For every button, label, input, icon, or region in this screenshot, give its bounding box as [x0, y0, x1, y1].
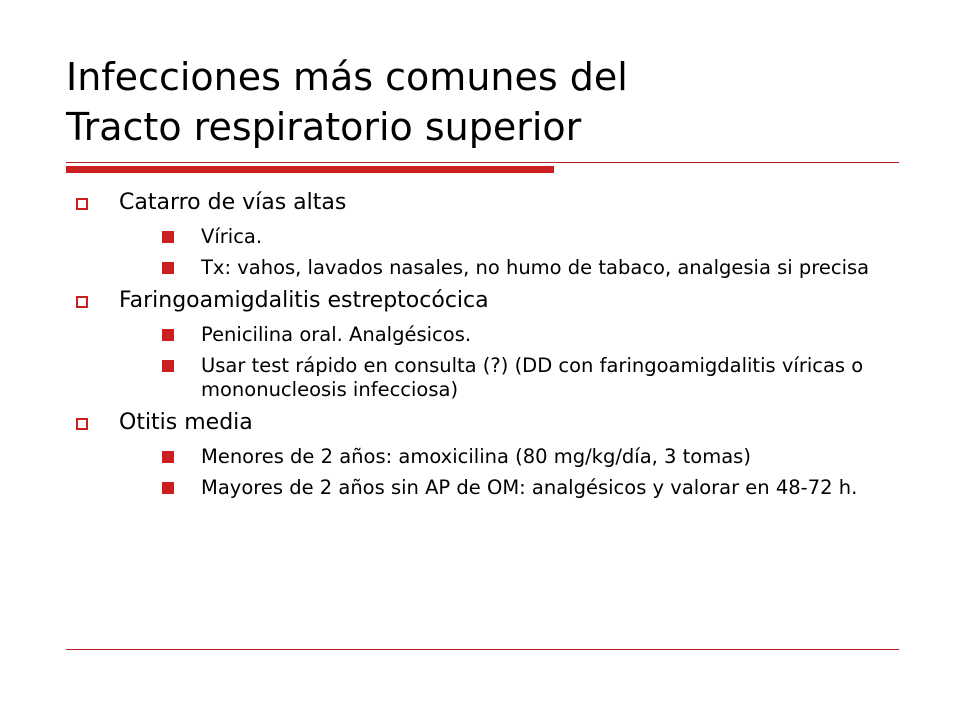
filled-square-bullet-icon [162, 451, 174, 463]
title-divider-thin [66, 162, 899, 163]
sub-list-item [162, 225, 916, 249]
sub-list [119, 445, 916, 500]
sub-list-item-label: Vírica. [201, 225, 263, 248]
list-item-faringoamigdalitis [76, 286, 916, 402]
slide-title-line-2: Tracto respiratorio superior [66, 105, 582, 149]
sub-list [119, 323, 916, 402]
list-item-catarro [76, 188, 916, 280]
sub-list-item [162, 476, 916, 500]
bullet-list [76, 186, 916, 500]
slide-title-line-1: Infecciones más comunes del [66, 55, 628, 99]
sub-list [119, 225, 916, 280]
title-divider-thick [66, 166, 554, 173]
sub-list-item [162, 323, 916, 347]
slide-title [66, 52, 926, 152]
hollow-square-bullet-icon [76, 198, 88, 210]
list-item-otitis-media [76, 408, 916, 500]
filled-square-bullet-icon [162, 482, 174, 494]
sub-list-item-label: Usar test rápido en consulta (?) (DD con faringoamigdalitis víricas o mononucleosis infecciosa) [201, 354, 864, 401]
sub-list-item [162, 256, 916, 280]
sub-list-item [162, 354, 916, 402]
filled-square-bullet-icon [162, 360, 174, 372]
sub-list-item-label: Mayores de 2 años sin AP de OM: analgésicos y valorar en 48-72 h. [201, 476, 858, 499]
sub-list-item-label: Penicilina oral. Analgésicos. [201, 323, 472, 346]
filled-square-bullet-icon [162, 329, 174, 341]
bottom-divider [66, 649, 899, 650]
filled-square-bullet-icon [162, 262, 174, 274]
sub-list-item-label: Tx: vahos, lavados nasales, no humo de tabaco, analgesia si precisa [201, 256, 870, 279]
hollow-square-bullet-icon [76, 418, 88, 430]
hollow-square-bullet-icon [76, 296, 88, 308]
list-item-label: Catarro de vías altas [119, 190, 347, 215]
list-item-label: Faringoamigdalitis estreptocócica [119, 288, 489, 313]
list-item-label: Otitis media [119, 410, 253, 435]
sub-list-item-label: Menores de 2 años: amoxicilina (80 mg/kg/día, 3 tomas) [201, 445, 751, 468]
filled-square-bullet-icon [162, 231, 174, 243]
sub-list-item [162, 445, 916, 469]
